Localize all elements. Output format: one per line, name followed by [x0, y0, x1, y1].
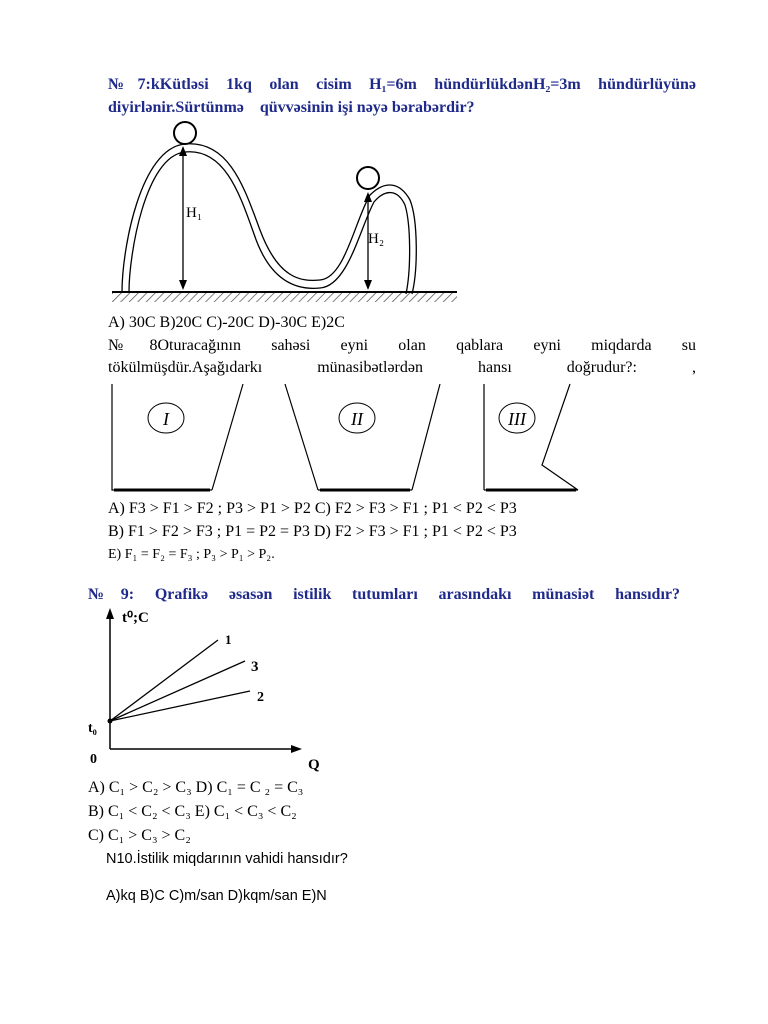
- vessel-1-left-bottom: [112, 384, 212, 490]
- vessel-2-label: II: [351, 409, 363, 429]
- line-3-label: 3: [251, 659, 259, 675]
- y-axis-label: t⁰;C: [122, 610, 149, 626]
- vessel-2-left-wall: [285, 384, 318, 490]
- ball-top-icon: [174, 122, 196, 144]
- vessel-3-right-wall: [542, 384, 578, 490]
- vessel-1-right-wall: [212, 384, 243, 490]
- q8-text-line2: tökülmüşdür.Aşağıdarkı münasibətlərdən hansı doğrudur?: ,: [108, 359, 696, 376]
- q7-title-line2: diyirlənir.Sürtünmə qüvvəsinin işi nəyə bərabərdir?: [108, 99, 475, 116]
- q9-answer-a-d: A) C₁ > C₂ > C₃ D) C₁ = C ₂ = C₃: [88, 779, 304, 796]
- ground-hatching: [112, 292, 457, 302]
- q7-title-line1: №7:kKütləsi 1kq olan cisim H₁=6m hündürlükdənH₂=3m hündürlüyünə: [108, 76, 696, 93]
- x-axis-arrow-icon: [291, 745, 302, 753]
- origin-label: 0: [90, 752, 97, 767]
- h1-arrowhead-up: [179, 146, 187, 156]
- y-axis-arrow-icon: [106, 608, 114, 619]
- vessel-1-label: I: [163, 409, 169, 429]
- line-2-label: 2: [257, 690, 264, 705]
- q8-answer-e: E) F₁ = F₂ = F₃ ; P₃ > P₁ > P₂.: [108, 547, 275, 562]
- h2-arrowhead-down: [364, 280, 372, 290]
- q9-answer-c: C) C₁ > C₃ > C₂: [88, 827, 191, 844]
- h2-label: H₂: [368, 231, 385, 247]
- x-axis-label: Q: [308, 757, 320, 773]
- q9-title: №9: Qrafikə əsasən istilik tutumları arasındakı münasiət hansıdır?: [88, 586, 680, 603]
- ball-second-icon: [357, 167, 379, 189]
- q7-answers: A) 30C B)20C C)-20C D)-30C E)2C: [108, 314, 345, 331]
- t0-point: [108, 719, 113, 724]
- q7-roller-track-figure: [100, 110, 470, 310]
- q8-text-line1: №8Oturacağının sahəsi eyni olan qablara eyni miqdarda su: [108, 337, 696, 354]
- h1-label: H₁: [186, 205, 203, 221]
- vessel-2-right-wall: [412, 384, 440, 490]
- q10-title: N10.İstilik miqdarının vahidi hansıdır?: [106, 851, 348, 867]
- t0-label: t₀: [88, 721, 97, 736]
- q9-answer-b-e: B) C₁ < C₂ < C₃ E) C₁ < C₃ < C₂: [88, 803, 297, 820]
- q8-answer-b-d: B) F1 > F2 > F3 ; P1 = P2 = P3 D) F2 > F3 > F1 ; P1 < P2 < P3: [108, 523, 517, 540]
- q10-answers: A)kq B)C C)m/san D)kqm/san E)N: [106, 888, 327, 904]
- h1-arrowhead-down: [179, 280, 187, 290]
- line-1-label: 1: [225, 632, 232, 647]
- q9-graph: [80, 604, 330, 774]
- q8-answer-a-c: A) F3 > F1 > F2 ; P3 > P1 > P2 C) F2 > F3 > F1 ; P1 < P2 < P3: [108, 500, 517, 517]
- q8-vessels-figure: [100, 380, 590, 495]
- vessel-3-label: III: [508, 409, 526, 429]
- track-outer: [122, 144, 416, 294]
